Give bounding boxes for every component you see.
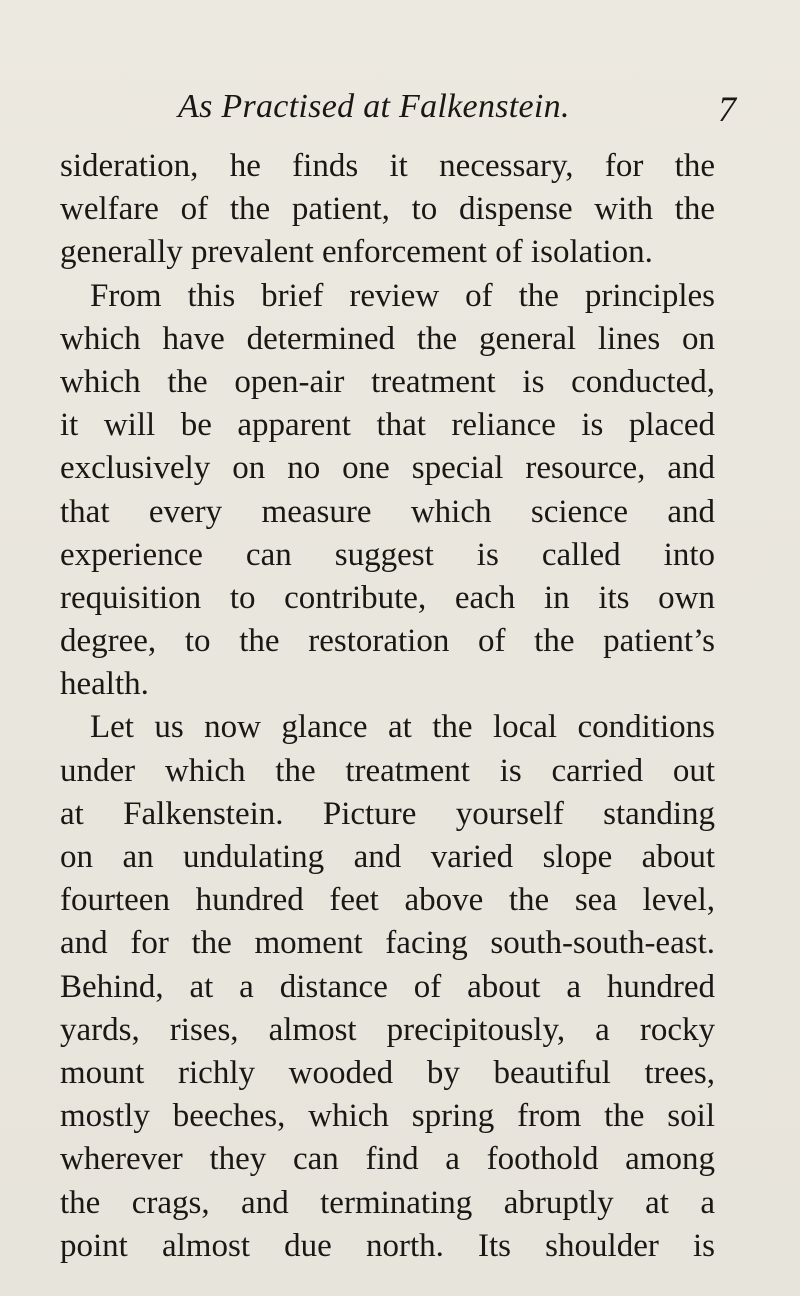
text-line: on an undulating and varied slope about (60, 839, 715, 875)
text-line: fourteen hundred feet above the sea level, (60, 882, 715, 919)
page-header (148, 88, 736, 132)
text-line: From this brief review of the principles (90, 277, 715, 314)
text-line: Let us now glance at the local conditions (90, 709, 715, 746)
text-line: experience can suggest is called into (60, 536, 715, 573)
text-line: that every measure which science and (60, 493, 715, 530)
text-line: it will be apparent that reliance is placed (60, 407, 715, 444)
text-line: yards, rises, almost precipitously, a rocky (60, 1011, 715, 1048)
text-line: which the open-air treatment is conducted, (60, 363, 715, 400)
text-line: mount richly wooded by beautiful trees, (60, 1054, 715, 1091)
text-line: point almost due north. Its shoulder is (60, 1227, 715, 1264)
body-text (60, 145, 715, 1268)
text-line: at Falkenstein. Picture yourself standing (60, 795, 715, 832)
text-line: degree, to the restoration of the patient’s (60, 623, 715, 660)
text-line: exclusively on no one special resource, and (60, 450, 715, 487)
text-line: requisition to contribute, each in its own (60, 579, 715, 616)
text-line: welfare of the patient, to dispense with the (60, 191, 715, 228)
text-line: the crags, and terminating abruptly at a (60, 1184, 715, 1221)
text-line: wherever they can find a foothold among (60, 1141, 715, 1178)
text-line: under which the treatment is carried out (60, 752, 715, 789)
text-line: which have determined the general lines on (60, 320, 715, 357)
text-line: generally prevalent enforcement of isolation. (60, 234, 653, 271)
running-title: As Practised at Falkenstein. (178, 88, 570, 125)
text-line: health. (60, 666, 149, 703)
text-line: mostly beeches, which spring from the soil (60, 1098, 715, 1135)
text-line: sideration, he finds it necessary, for the (60, 148, 715, 184)
text-line: Behind, at a distance of about a hundred (60, 968, 715, 1005)
text-line: and for the moment facing south-south-east. (60, 925, 715, 962)
page-number: 7 (718, 89, 736, 129)
